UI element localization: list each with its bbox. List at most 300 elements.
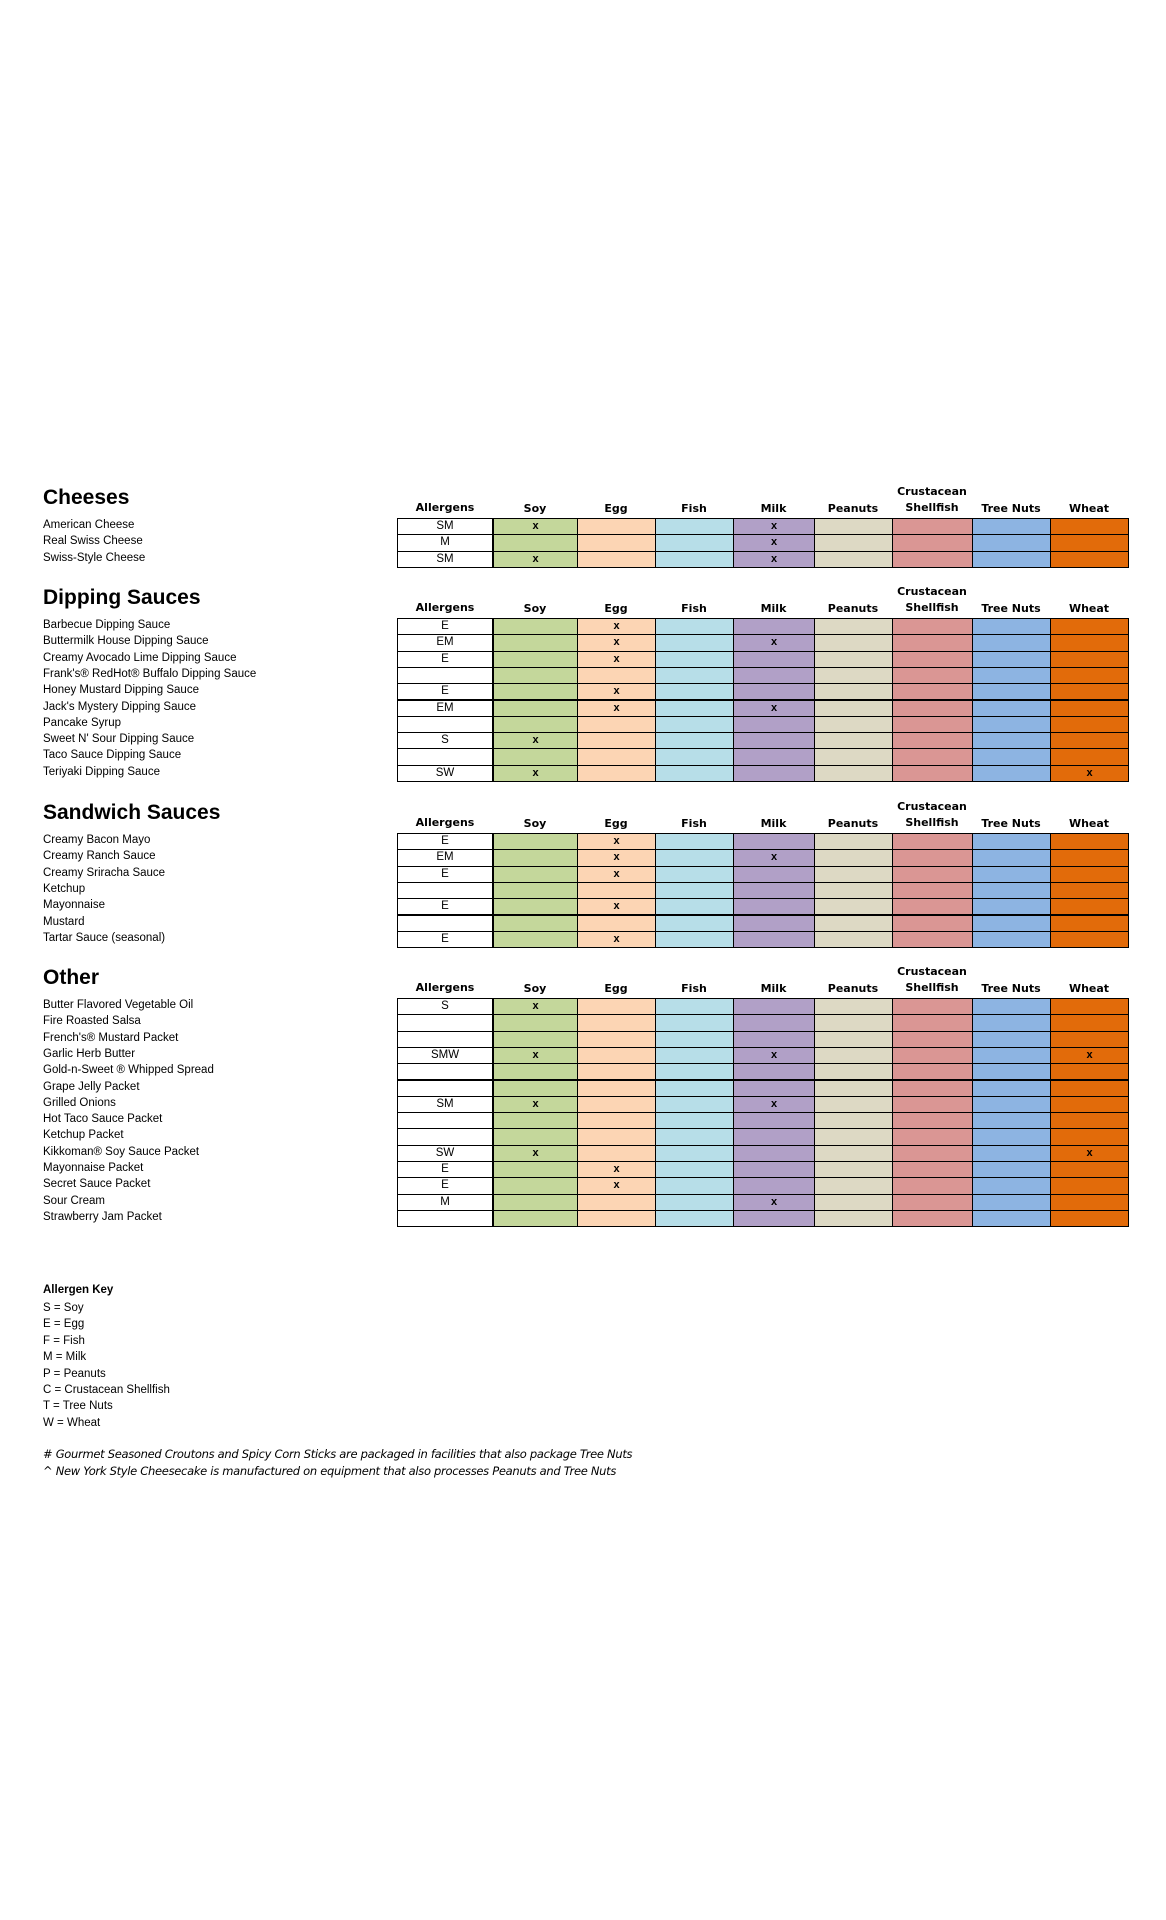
row-label: Kikkoman® Soy Sauce Packet: [43, 1145, 200, 1158]
allergen-cell-tree-nuts: [972, 634, 1051, 651]
column-header-egg: Egg: [604, 982, 628, 995]
section-title: Cheeses: [43, 486, 130, 509]
allergen-cell-soy: [493, 1031, 578, 1048]
allergen-cell-peanuts: [814, 998, 893, 1015]
allergen-cell-wheat: [1050, 618, 1129, 635]
allergen-code-cell: [397, 1128, 493, 1145]
row-label: Creamy Avocado Lime Dipping Sauce: [43, 651, 237, 664]
allergen-code-cell: E: [397, 931, 493, 948]
column-header-milk: Milk: [760, 817, 787, 830]
allergen-cell-wheat: [1050, 1063, 1129, 1080]
allergen-cell-milk: [733, 849, 815, 866]
column-header-peanuts: Peanuts: [827, 817, 879, 830]
allergen-cell-fish: [655, 1080, 734, 1097]
column-header-allergens: Allergens: [415, 501, 475, 514]
footnote: # Gourmet Seasoned Croutons and Spicy Corn Sticks are packaged in facilities that also package Tree Nuts: [43, 1447, 633, 1461]
allergen-cell-peanuts: [814, 1031, 893, 1048]
allergen-cell-milk: [733, 700, 815, 717]
allergen-cell-peanuts: [814, 898, 893, 915]
allergen-cell-milk: [733, 1210, 815, 1227]
allergen-cell-wheat: [1050, 700, 1129, 717]
allergen-cell-wheat: [1050, 931, 1129, 948]
allergen-code-cell: [397, 716, 493, 733]
allergen-cell-shellfish: [892, 931, 973, 948]
allergen-cell-soy: [493, 1063, 578, 1080]
allergen-key-item: W = Wheat: [43, 1416, 101, 1429]
allergen-cell-soy: [493, 866, 578, 883]
column-header-tree-nuts: Tree Nuts: [981, 817, 1041, 830]
row-label: Mayonnaise Packet: [43, 1162, 144, 1174]
allergen-cell-fish: [655, 667, 734, 684]
allergen-cell-soy: [493, 732, 578, 749]
allergen-cell-tree-nuts: [972, 1096, 1051, 1113]
allergen-cell-egg: [577, 1177, 656, 1194]
row-label: Strawberry Jam Packet: [43, 1210, 162, 1223]
allergen-cell-fish: [655, 551, 734, 568]
allergen-cell-fish: [655, 732, 734, 749]
allergen-cell-shellfish: [892, 732, 973, 749]
allergen-cell-fish: [655, 1063, 734, 1080]
allergen-code-cell: S: [397, 732, 493, 749]
row-label: Ketchup: [43, 882, 86, 895]
allergen-cell-shellfish: [892, 1210, 973, 1227]
allergen-cell-soy: [493, 915, 578, 932]
row-label: Teriyaki Dipping Sauce: [43, 765, 160, 778]
column-header-egg: Egg: [604, 817, 628, 830]
allergen-cell-wheat: [1050, 748, 1129, 765]
allergen-cell-milk: [733, 618, 815, 635]
allergen-code-cell: SM: [397, 518, 493, 535]
allergen-cell-fish: [655, 866, 734, 883]
allergen-cell-shellfish: [892, 1047, 973, 1064]
allergen-cell-soy: [493, 667, 578, 684]
allergen-mark: x: [613, 932, 620, 945]
allergen-code-cell: E: [397, 651, 493, 668]
allergen-cell-milk: [733, 634, 815, 651]
allergen-cell-peanuts: [814, 1194, 893, 1211]
allergen-cell-tree-nuts: [972, 866, 1051, 883]
allergen-cell-egg: [577, 1031, 656, 1048]
column-header-wheat: Wheat: [1068, 982, 1110, 995]
allergen-key-item: S = Soy: [43, 1302, 84, 1314]
row-label: Real Swiss Cheese: [43, 535, 143, 548]
allergen-code-cell: [397, 1080, 493, 1097]
allergen-mark: x: [613, 701, 620, 714]
row-label: Creamy Ranch Sauce: [43, 850, 156, 863]
allergen-code-cell: [397, 1210, 493, 1227]
column-header-shellfish-line1: Crustacean: [897, 585, 967, 598]
allergen-cell-wheat: [1050, 1210, 1129, 1227]
allergen-cell-fish: [655, 882, 734, 899]
allergen-cell-peanuts: [814, 748, 893, 765]
allergen-cell-egg: [577, 534, 656, 551]
allergen-key-item: C = Crustacean Shellfish: [43, 1384, 170, 1396]
row-label: Creamy Bacon Mayo: [43, 834, 151, 846]
column-header-soy: Soy: [523, 982, 547, 995]
allergen-cell-wheat: [1050, 1177, 1129, 1194]
allergen-key-item: E = Egg: [43, 1318, 85, 1331]
allergen-mark: x: [532, 734, 539, 747]
allergen-cell-fish: [655, 1047, 734, 1064]
allergen-cell-shellfish: [892, 898, 973, 915]
allergen-cell-fish: [655, 683, 734, 700]
allergen-cell-shellfish: [892, 833, 973, 850]
allergen-mark: x: [770, 701, 778, 714]
row-label: Grape Jelly Packet: [43, 1080, 140, 1093]
allergen-cell-wheat: [1050, 683, 1129, 700]
allergen-cell-milk: [733, 1080, 815, 1097]
allergen-cell-tree-nuts: [972, 618, 1051, 635]
allergen-cell-fish: [655, 1194, 734, 1211]
allergen-cell-egg: [577, 1194, 656, 1211]
allergen-cell-tree-nuts: [972, 898, 1051, 915]
allergen-cell-milk: [733, 898, 815, 915]
allergen-cell-milk: [733, 866, 815, 883]
allergen-cell-shellfish: [892, 849, 973, 866]
allergen-cell-peanuts: [814, 866, 893, 883]
allergen-cell-soy: [493, 833, 578, 850]
section-title: Sandwich Sauces: [43, 801, 221, 824]
allergen-cell-fish: [655, 998, 734, 1015]
allergen-cell-fish: [655, 618, 734, 635]
column-header-fish: Fish: [681, 602, 707, 615]
allergen-cell-soy: [493, 898, 578, 915]
allergen-cell-tree-nuts: [972, 716, 1051, 733]
allergen-cell-tree-nuts: [972, 683, 1051, 700]
allergen-cell-fish: [655, 651, 734, 668]
allergen-cell-peanuts: [814, 1047, 893, 1064]
allergen-cell-egg: [577, 651, 656, 668]
row-label: Frank's® RedHot® Buffalo Dipping Sauce: [43, 667, 257, 680]
allergen-cell-wheat: [1050, 765, 1129, 782]
allergen-cell-shellfish: [892, 551, 973, 568]
allergen-cell-milk: [733, 915, 815, 932]
allergen-cell-milk: [733, 1063, 815, 1080]
allergen-cell-tree-nuts: [972, 651, 1051, 668]
allergen-cell-wheat: [1050, 1161, 1129, 1178]
allergen-cell-soy: [493, 518, 578, 535]
allergen-mark: x: [613, 851, 620, 864]
allergen-cell-milk: [733, 931, 815, 948]
allergen-cell-egg: [577, 915, 656, 932]
allergen-code-cell: SW: [397, 765, 493, 782]
row-label: Grilled Onions: [43, 1096, 116, 1109]
allergen-mark: x: [613, 636, 620, 649]
allergen-cell-egg: [577, 931, 656, 948]
allergen-cell-shellfish: [892, 716, 973, 733]
allergen-mark: x: [613, 1163, 620, 1175]
allergen-cell-shellfish: [892, 866, 973, 883]
allergen-cell-shellfish: [892, 634, 973, 651]
row-label: American Cheese: [43, 519, 135, 531]
allergen-cell-tree-nuts: [972, 931, 1051, 948]
allergen-cell-egg: [577, 1096, 656, 1113]
allergen-mark: x: [770, 552, 778, 565]
allergen-mark: x: [532, 552, 539, 565]
row-label: Tartar Sauce (seasonal): [43, 931, 166, 944]
allergen-mark: x: [770, 1048, 778, 1061]
allergen-cell-peanuts: [814, 1161, 893, 1178]
allergen-cell-milk: [733, 683, 815, 700]
allergen-cell-tree-nuts: [972, 667, 1051, 684]
row-label: Mustard: [43, 915, 85, 928]
allergen-cell-egg: [577, 1161, 656, 1178]
footnote: ^ New York Style Cheesecake is manufactured on equipment that also processes Peanuts and Tree Nuts: [43, 1463, 617, 1478]
allergen-cell-egg: [577, 518, 656, 535]
allergen-code-cell: S: [397, 998, 493, 1015]
allergen-cell-fish: [655, 700, 734, 717]
allergen-code-cell: SM: [397, 551, 493, 568]
row-label: Taco Sauce Dipping Sauce: [43, 749, 182, 762]
allergen-cell-peanuts: [814, 833, 893, 850]
allergen-cell-shellfish: [892, 1145, 973, 1162]
allergen-key-title: Allergen Key: [43, 1284, 114, 1296]
allergen-cell-wheat: [1050, 866, 1129, 883]
allergen-cell-shellfish: [892, 748, 973, 765]
allergen-cell-peanuts: [814, 700, 893, 717]
allergen-cell-peanuts: [814, 732, 893, 749]
allergen-cell-soy: [493, 998, 578, 1015]
allergen-mark: x: [613, 652, 620, 665]
allergen-cell-fish: [655, 931, 734, 948]
allergen-cell-wheat: [1050, 716, 1129, 733]
allergen-cell-fish: [655, 1145, 734, 1162]
allergen-cell-wheat: [1050, 1112, 1129, 1129]
allergen-cell-peanuts: [814, 1177, 893, 1194]
allergen-cell-egg: [577, 765, 656, 782]
allergen-cell-egg: [577, 1210, 656, 1227]
allergen-cell-fish: [655, 1161, 734, 1178]
allergen-cell-soy: [493, 748, 578, 765]
allergen-mark: x: [613, 1179, 620, 1192]
allergen-code-cell: [397, 1063, 493, 1080]
allergen-cell-tree-nuts: [972, 551, 1051, 568]
allergen-cell-shellfish: [892, 700, 973, 717]
allergen-mark: x: [532, 1146, 539, 1159]
row-label: Butter Flavored Vegetable Oil: [43, 999, 194, 1011]
allergen-code-cell: [397, 748, 493, 765]
allergen-code-cell: E: [397, 1177, 493, 1194]
allergen-cell-milk: [733, 732, 815, 749]
allergen-mark: x: [532, 520, 539, 532]
allergen-cell-tree-nuts: [972, 1063, 1051, 1080]
allergen-cell-egg: [577, 833, 656, 850]
column-header-shellfish-line2: Shellfish: [905, 501, 959, 514]
allergen-mark: x: [532, 766, 539, 779]
allergen-cell-milk: [733, 534, 815, 551]
allergen-cell-soy: [493, 1210, 578, 1227]
allergen-key-item: F = Fish: [43, 1334, 85, 1347]
column-header-milk: Milk: [760, 982, 787, 995]
allergen-cell-milk: [733, 1047, 815, 1064]
allergen-cell-shellfish: [892, 518, 973, 535]
row-label: Sour Cream: [43, 1194, 105, 1207]
allergen-cell-shellfish: [892, 998, 973, 1015]
allergen-cell-tree-nuts: [972, 833, 1051, 850]
row-label: Secret Sauce Packet: [43, 1178, 151, 1191]
allergen-cell-shellfish: [892, 1112, 973, 1129]
allergen-cell-soy: [493, 1112, 578, 1129]
row-label: Ketchup Packet: [43, 1129, 124, 1142]
allergen-cell-soy: [493, 551, 578, 568]
allergen-cell-shellfish: [892, 667, 973, 684]
allergen-cell-egg: [577, 1112, 656, 1129]
allergen-cell-tree-nuts: [972, 1194, 1051, 1211]
allergen-cell-peanuts: [814, 618, 893, 635]
allergen-cell-tree-nuts: [972, 700, 1051, 717]
allergen-code-cell: E: [397, 833, 493, 850]
allergen-cell-tree-nuts: [972, 748, 1051, 765]
allergen-cell-fish: [655, 1112, 734, 1129]
row-label: Sweet N' Sour Dipping Sauce: [43, 733, 195, 746]
allergen-cell-tree-nuts: [972, 1161, 1051, 1178]
section-title: Other: [43, 966, 100, 989]
allergen-cell-tree-nuts: [972, 915, 1051, 932]
column-header-peanuts: Peanuts: [827, 502, 879, 515]
allergen-cell-tree-nuts: [972, 1112, 1051, 1129]
allergen-cell-fish: [655, 1096, 734, 1113]
allergen-cell-soy: [493, 683, 578, 700]
allergen-code-cell: [397, 915, 493, 932]
column-header-tree-nuts: Tree Nuts: [981, 502, 1041, 515]
allergen-cell-peanuts: [814, 1080, 893, 1097]
allergen-cell-egg: [577, 998, 656, 1015]
allergen-cell-soy: [493, 618, 578, 635]
column-header-fish: Fish: [681, 817, 707, 830]
allergen-mark: x: [770, 636, 778, 649]
allergen-cell-egg: [577, 1047, 656, 1064]
allergen-code-cell: [397, 1014, 493, 1031]
allergen-code-cell: M: [397, 534, 493, 551]
column-header-shellfish-line2: Shellfish: [905, 816, 959, 829]
allergen-cell-wheat: [1050, 1128, 1129, 1145]
allergen-cell-tree-nuts: [972, 849, 1051, 866]
row-label: Hot Taco Sauce Packet: [43, 1113, 163, 1126]
allergen-cell-wheat: [1050, 915, 1129, 932]
allergen-cell-soy: [493, 1194, 578, 1211]
row-label: Garlic Herb Butter: [43, 1047, 136, 1060]
allergen-cell-milk: [733, 651, 815, 668]
allergen-mark: x: [613, 900, 620, 913]
allergen-cell-egg: [577, 732, 656, 749]
column-header-tree-nuts: Tree Nuts: [981, 602, 1041, 615]
allergen-cell-egg: [577, 1014, 656, 1031]
allergen-code-cell: M: [397, 1194, 493, 1211]
allergen-mark: x: [613, 835, 620, 847]
allergen-cell-peanuts: [814, 683, 893, 700]
allergen-cell-shellfish: [892, 915, 973, 932]
allergen-cell-shellfish: [892, 534, 973, 551]
column-header-milk: Milk: [760, 502, 787, 515]
allergen-cell-egg: [577, 716, 656, 733]
row-label: Creamy Sriracha Sauce: [43, 866, 166, 879]
allergen-cell-shellfish: [892, 1194, 973, 1211]
allergen-cell-milk: [733, 1177, 815, 1194]
allergen-code-cell: [397, 667, 493, 684]
allergen-cell-soy: [493, 634, 578, 651]
column-header-wheat: Wheat: [1068, 502, 1110, 515]
allergen-cell-fish: [655, 534, 734, 551]
allergen-code-cell: SMW: [397, 1047, 493, 1064]
allergen-cell-tree-nuts: [972, 1014, 1051, 1031]
allergen-code-cell: E: [397, 866, 493, 883]
row-label: French's® Mustard Packet: [43, 1031, 179, 1044]
allergen-cell-soy: [493, 1128, 578, 1145]
allergen-cell-tree-nuts: [972, 1128, 1051, 1145]
allergen-cell-wheat: [1050, 849, 1129, 866]
allergen-cell-milk: [733, 667, 815, 684]
allergen-cell-shellfish: [892, 1128, 973, 1145]
allergen-cell-soy: [493, 1161, 578, 1178]
allergen-code-cell: [397, 882, 493, 899]
allergen-cell-egg: [577, 1128, 656, 1145]
allergen-cell-fish: [655, 1031, 734, 1048]
allergen-cell-shellfish: [892, 1031, 973, 1048]
allergen-cell-peanuts: [814, 1145, 893, 1162]
allergen-cell-soy: [493, 651, 578, 668]
allergen-cell-wheat: [1050, 518, 1129, 535]
allergen-cell-wheat: [1050, 882, 1129, 899]
allergen-mark: x: [770, 1097, 778, 1110]
allergen-cell-milk: [733, 1161, 815, 1178]
allergen-cell-peanuts: [814, 849, 893, 866]
allergen-code-cell: [397, 1112, 493, 1129]
allergen-cell-egg: [577, 898, 656, 915]
allergen-code-cell: E: [397, 1161, 493, 1178]
allergen-mark: x: [613, 867, 620, 880]
column-header-soy: Soy: [523, 502, 547, 515]
allergen-cell-shellfish: [892, 765, 973, 782]
allergen-cell-wheat: [1050, 667, 1129, 684]
allergen-cell-tree-nuts: [972, 998, 1051, 1015]
allergen-cell-milk: [733, 765, 815, 782]
allergen-code-cell: EM: [397, 700, 493, 717]
allergen-mark: x: [1086, 766, 1093, 779]
allergen-cell-fish: [655, 716, 734, 733]
allergen-cell-egg: [577, 551, 656, 568]
allergen-cell-wheat: [1050, 1145, 1129, 1162]
allergen-cell-fish: [655, 748, 734, 765]
allergen-mark: x: [1086, 1146, 1093, 1159]
allergen-cell-wheat: [1050, 1014, 1129, 1031]
allergen-cell-shellfish: [892, 1063, 973, 1080]
allergen-cell-egg: [577, 1145, 656, 1162]
allergen-code-cell: EM: [397, 849, 493, 866]
allergen-cell-fish: [655, 765, 734, 782]
allergen-cell-soy: [493, 882, 578, 899]
allergen-cell-peanuts: [814, 1096, 893, 1113]
allergen-cell-peanuts: [814, 716, 893, 733]
allergen-mark: x: [532, 1000, 539, 1012]
allergen-cell-soy: [493, 1145, 578, 1162]
allergen-cell-wheat: [1050, 634, 1129, 651]
allergen-cell-tree-nuts: [972, 534, 1051, 551]
allergen-cell-wheat: [1050, 551, 1129, 568]
allergen-cell-tree-nuts: [972, 1031, 1051, 1048]
allergen-code-cell: E: [397, 618, 493, 635]
allergen-cell-egg: [577, 849, 656, 866]
allergen-cell-tree-nuts: [972, 1047, 1051, 1064]
allergen-cell-tree-nuts: [972, 882, 1051, 899]
column-header-soy: Soy: [523, 817, 547, 830]
allergen-cell-shellfish: [892, 683, 973, 700]
column-header-fish: Fish: [681, 502, 707, 515]
column-header-egg: Egg: [604, 502, 628, 515]
column-header-wheat: Wheat: [1068, 602, 1110, 615]
allergen-cell-shellfish: [892, 618, 973, 635]
allergen-key-item: P = Peanuts: [43, 1367, 106, 1380]
allergen-cell-peanuts: [814, 667, 893, 684]
